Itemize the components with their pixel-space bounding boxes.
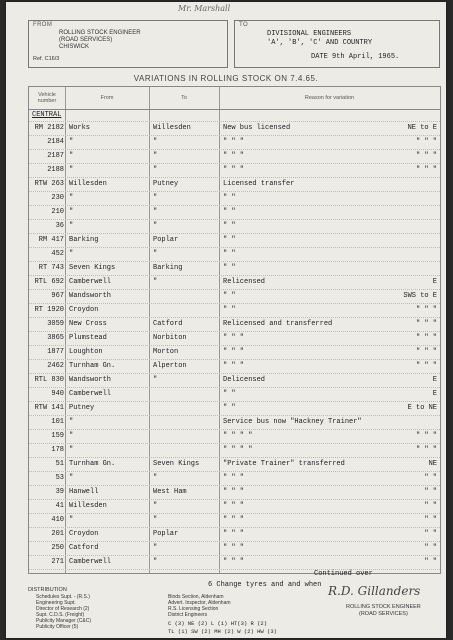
from-depot: Works xyxy=(69,124,91,132)
from-depot: Hanwell xyxy=(69,488,99,496)
table-row xyxy=(29,457,440,472)
continued-note: Continued over xyxy=(314,570,373,578)
section-label: CENTRAL xyxy=(32,111,62,119)
to-label: TO xyxy=(239,22,249,28)
division-change: " " " xyxy=(415,166,437,174)
to-depot xyxy=(153,387,217,401)
vehicle-number: RTL 830 xyxy=(34,376,64,384)
from-depot: Catford xyxy=(69,544,99,552)
code-line: TL (1) SW (2) MH (2) W (2) HW (3) xyxy=(168,628,277,635)
to-depot: " xyxy=(153,208,158,216)
from-depot: Plumstead xyxy=(69,334,107,342)
division-change: " " xyxy=(424,516,437,524)
reason-text: New bus licensed xyxy=(223,124,291,132)
from-depot: " xyxy=(69,152,74,160)
reason-text: " " xyxy=(223,264,236,272)
pencil-note: Mr. Marshall xyxy=(178,4,231,13)
vehicle-number: 210 xyxy=(51,208,64,216)
from-depot: " xyxy=(69,446,74,454)
distribution-label: DISTRIBUTION xyxy=(28,587,67,593)
from-depot: Wandsworth xyxy=(69,376,112,384)
division-change: E xyxy=(432,376,437,384)
distribution-list xyxy=(36,594,91,630)
from-depot: " xyxy=(69,138,74,146)
distribution-item: Supt. C.D.S. (Freight) xyxy=(36,612,85,618)
table-row xyxy=(29,317,440,332)
to-depot: " xyxy=(153,152,158,160)
memo-footer xyxy=(28,570,439,638)
from-depot: " xyxy=(69,208,74,216)
vehicle-number: 967 xyxy=(51,292,64,300)
memo-date: DATE 9th April, 1965. xyxy=(311,53,400,61)
from-depot: Seven Kings xyxy=(69,264,116,272)
division-change: E xyxy=(432,278,437,286)
division-change: E xyxy=(432,390,437,398)
table-row xyxy=(29,289,440,304)
from-depot: Putney xyxy=(69,404,95,412)
table-row xyxy=(29,373,440,388)
from-line-1: ROLLING STOCK ENGINEER xyxy=(59,30,141,36)
reason-text: " " " xyxy=(223,138,245,146)
signatory-line: (ROAD SERVICES) xyxy=(358,611,408,617)
reason-text: " " xyxy=(223,236,236,244)
from-line-2: (ROAD SERVICES) xyxy=(59,37,113,43)
from-depot: Camberwell xyxy=(69,390,112,398)
to-depot: Alperton xyxy=(153,362,187,370)
division-change: " " " xyxy=(415,362,437,370)
to-address xyxy=(267,30,372,48)
to-depot: " xyxy=(153,278,158,286)
district-codes xyxy=(168,620,277,636)
division-change xyxy=(375,191,437,205)
table-row xyxy=(29,485,440,500)
vehicle-number: 230 xyxy=(51,194,64,202)
division-change: NE xyxy=(428,460,437,468)
reason-text: " " xyxy=(223,208,236,216)
vehicle-number: 940 xyxy=(51,390,64,398)
to-line-1: DIVISIONAL ENGINEERS xyxy=(267,30,352,38)
reason-text: " " " xyxy=(223,474,245,482)
reason-text: " " " xyxy=(223,530,245,538)
from-depot: Wandsworth xyxy=(69,292,112,300)
from-box xyxy=(28,20,228,68)
from-depot: " xyxy=(69,432,74,440)
table-row xyxy=(29,247,440,262)
tyre-note xyxy=(208,581,321,589)
division-change: " " " xyxy=(415,348,437,356)
from-depot: Barking xyxy=(69,236,99,244)
distribution-item: Director of Research (2) xyxy=(36,606,90,612)
vehicle-number: RTW 263 xyxy=(34,180,64,188)
column-header-from: From xyxy=(100,95,114,101)
from-depot: " xyxy=(69,166,74,174)
reason-text: Relicensed xyxy=(223,278,266,286)
reason-text: " " " xyxy=(223,348,245,356)
distribution-list-2 xyxy=(168,594,231,618)
table-row xyxy=(29,415,440,430)
vehicle-number: RTW 141 xyxy=(34,404,64,412)
to-depot: Norbiton xyxy=(153,334,187,342)
division-change xyxy=(375,415,437,429)
division-change: " " xyxy=(424,544,437,552)
from-depot: Willesden xyxy=(69,502,107,510)
from-depot: Willesden xyxy=(69,180,107,188)
vehicle-number: 2184 xyxy=(47,138,64,146)
reason-text: " " " xyxy=(223,544,245,552)
reference: Ref. C16/3 xyxy=(33,56,60,62)
reason-text: Service bus now "Hackney Trainer" xyxy=(223,418,362,426)
to-depot: " xyxy=(153,222,158,230)
division-change: " " " xyxy=(415,152,437,160)
to-depot: Seven Kings xyxy=(153,460,200,468)
vehicle-number: 41 xyxy=(55,502,64,510)
vehicle-number: 410 xyxy=(51,516,64,524)
from-depot: " xyxy=(69,194,74,202)
to-depot xyxy=(153,415,217,429)
division-change: SWS to E xyxy=(403,292,437,300)
from-depot: Camberwell xyxy=(69,558,112,566)
table-row xyxy=(29,429,440,444)
reason-text: " " xyxy=(223,222,236,230)
table-row xyxy=(29,233,440,248)
distribution-item: R.S. Licensing Section xyxy=(168,606,219,612)
to-line-2: 'A', 'B', 'C' AND COUNTRY xyxy=(267,39,373,47)
to-box xyxy=(234,20,440,68)
reason-text: " " xyxy=(223,390,236,398)
division-change: " " xyxy=(424,488,437,496)
distribution-item: Publicity Officer (5) xyxy=(36,624,79,630)
reason-text: " " " xyxy=(223,166,245,174)
to-depot: West Ham xyxy=(153,488,187,496)
to-depot xyxy=(153,401,217,415)
table-row xyxy=(29,359,440,374)
vehicle-number: 3865 xyxy=(47,334,64,342)
table-row xyxy=(29,219,440,234)
footnote-mark: 6 xyxy=(208,581,213,589)
signatory-title xyxy=(346,604,421,618)
division-change: " " xyxy=(424,558,437,566)
vehicle-number: RM 417 xyxy=(38,236,64,244)
table-row xyxy=(29,205,440,220)
division-change: NE to E xyxy=(407,124,437,132)
reason-text: " " " xyxy=(223,516,245,524)
vehicle-number: 271 xyxy=(51,558,64,566)
division-change: " " " xyxy=(415,320,437,328)
division-change: " " " xyxy=(415,138,437,146)
table-row xyxy=(29,303,440,318)
vehicle-number: 36 xyxy=(55,222,64,230)
from-depot: " xyxy=(69,250,74,258)
footnote-text: Change tyres and and when xyxy=(216,581,322,589)
from-depot: New Cross xyxy=(69,320,107,328)
table-row xyxy=(29,555,440,570)
reason-text: " " xyxy=(223,250,236,258)
reason-text: " " xyxy=(223,292,236,300)
vehicle-number: 1877 xyxy=(47,348,64,356)
table-row xyxy=(29,275,440,290)
distribution-item: Advert. Inspector, Aldenham xyxy=(168,600,231,606)
to-depot: " xyxy=(153,474,158,482)
column-header-to: To xyxy=(181,95,187,101)
from-depot: Turnham Gn. xyxy=(69,460,116,468)
to-depot: " xyxy=(153,516,158,524)
table-row xyxy=(29,163,440,178)
document-title: VARIATIONS IN ROLLING STOCK ON 7.4.65. xyxy=(133,74,319,83)
to-depot: Poplar xyxy=(153,530,179,538)
division-change xyxy=(375,177,437,191)
table-row xyxy=(29,527,440,542)
from-depot: " xyxy=(69,222,74,230)
division-change: " " " xyxy=(415,432,437,440)
reason-text: " " xyxy=(223,194,236,202)
from-label: FROM xyxy=(33,22,53,28)
column-header-vehicle: Vehicle number xyxy=(37,92,57,104)
variations-table xyxy=(28,86,441,574)
to-depot: " xyxy=(153,544,158,552)
to-depot xyxy=(153,429,217,443)
vehicle-number: 2462 xyxy=(47,362,64,370)
vehicle-number: 53 xyxy=(55,474,64,482)
to-depot: Putney xyxy=(153,180,179,188)
reason-text: "Private Trainer" transferred xyxy=(223,460,345,468)
table-row xyxy=(29,499,440,514)
to-depot: " xyxy=(153,194,158,202)
to-depot: " xyxy=(153,166,158,174)
division-change xyxy=(375,247,437,261)
to-depot xyxy=(153,443,217,457)
from-depot: " xyxy=(69,418,74,426)
table-row xyxy=(29,443,440,458)
reason-text: " " " xyxy=(223,362,245,370)
distribution-item: Engineering Supt. xyxy=(36,600,76,606)
division-change: " " xyxy=(424,474,437,482)
to-depot xyxy=(153,289,217,303)
reason-text: " " " xyxy=(223,334,245,342)
from-depot: Croydon xyxy=(69,530,99,538)
vehicle-number: 39 xyxy=(55,488,64,496)
table-row xyxy=(29,121,440,136)
table-row xyxy=(29,191,440,206)
division-change: E to NE xyxy=(407,404,437,412)
vehicle-number: 201 xyxy=(51,530,64,538)
vehicle-number: 51 xyxy=(55,460,64,468)
to-depot: Poplar xyxy=(153,236,179,244)
from-line-3: CHISWICK xyxy=(59,44,89,50)
reason-text: " " " xyxy=(223,502,245,510)
vehicle-number: RT 1920 xyxy=(34,306,64,314)
document-sheet xyxy=(6,2,446,638)
division-change xyxy=(375,261,437,275)
to-depot: " xyxy=(153,502,158,510)
table-row xyxy=(29,471,440,486)
table-row xyxy=(29,401,440,416)
vehicle-number: 178 xyxy=(51,446,64,454)
memo-header xyxy=(28,4,438,68)
reason-text: " " " " xyxy=(223,446,253,454)
to-depot: " xyxy=(153,376,158,384)
reason-text: Licensed transfer xyxy=(223,180,295,188)
table-row xyxy=(29,345,440,360)
signature: R.D. Gillanders xyxy=(328,584,421,598)
division-change: " " xyxy=(424,530,437,538)
to-depot: Morton xyxy=(153,348,179,356)
from-depot: Croydon xyxy=(69,306,99,314)
vehicle-number: 250 xyxy=(51,544,64,552)
vehicle-number: 3059 xyxy=(47,320,64,328)
vehicle-number: 159 xyxy=(51,432,64,440)
distribution-item: Binds Section, Aldenham xyxy=(168,594,224,600)
from-depot: " xyxy=(69,516,74,524)
table-header xyxy=(29,87,440,110)
reason-text: " " xyxy=(223,306,236,314)
from-depot: " xyxy=(69,474,74,482)
reason-text: " " xyxy=(223,404,236,412)
code-line: C (3) NE (2) L (1) HT(3) R (2) xyxy=(168,620,268,627)
table-row xyxy=(29,387,440,402)
vehicle-number: 2188 xyxy=(47,166,64,174)
to-depot: Willesden xyxy=(153,124,191,132)
reason-text: " " " xyxy=(223,488,245,496)
distribution-item: Publicity Manager (C&C) xyxy=(36,618,92,624)
vehicle-number: RTL 692 xyxy=(34,278,64,286)
division-change: " " " xyxy=(415,334,437,342)
to-depot: " xyxy=(153,558,158,566)
table-row xyxy=(29,261,440,276)
division-change xyxy=(375,233,437,247)
reason-text: " " " xyxy=(223,152,245,160)
to-depot: Catford xyxy=(153,320,183,328)
reason-text: Delicensed xyxy=(223,376,266,384)
vehicle-number: RM 2182 xyxy=(34,124,64,132)
to-depot xyxy=(153,303,217,317)
vehicle-number: RT 743 xyxy=(38,264,64,272)
vehicle-number: 101 xyxy=(51,418,64,426)
column-header-reason: Reason for variation xyxy=(304,95,355,101)
vehicle-number: 452 xyxy=(51,250,64,258)
table-row xyxy=(29,135,440,150)
table-row xyxy=(29,513,440,528)
from-depot: Turnham Gn. xyxy=(69,362,116,370)
to-depot: " xyxy=(153,250,158,258)
signatory-line: ROLLING STOCK ENGINEER xyxy=(346,604,421,610)
table-row xyxy=(29,331,440,346)
distribution-item: Schedules Supt. - (R.S.) xyxy=(36,594,90,600)
reason-text: " " " xyxy=(223,558,245,566)
division-change xyxy=(375,219,437,233)
distribution-item: District Engineers xyxy=(168,612,208,618)
reason-text: Relicensed and transferred xyxy=(223,320,333,328)
table-row xyxy=(29,149,440,164)
division-change xyxy=(375,205,437,219)
division-change: " " " xyxy=(415,446,437,454)
table-row xyxy=(29,177,440,192)
from-depot: Camberwell xyxy=(69,278,112,286)
division-change: " " " xyxy=(415,306,437,314)
vehicle-number: 2187 xyxy=(47,152,64,160)
division-change: " " xyxy=(424,502,437,510)
reason-text: " " " " xyxy=(223,432,253,440)
table-row xyxy=(29,541,440,556)
to-depot: Barking xyxy=(153,264,183,272)
from-depot: Loughton xyxy=(69,348,103,356)
from-address xyxy=(59,30,141,51)
to-depot: " xyxy=(153,138,158,146)
